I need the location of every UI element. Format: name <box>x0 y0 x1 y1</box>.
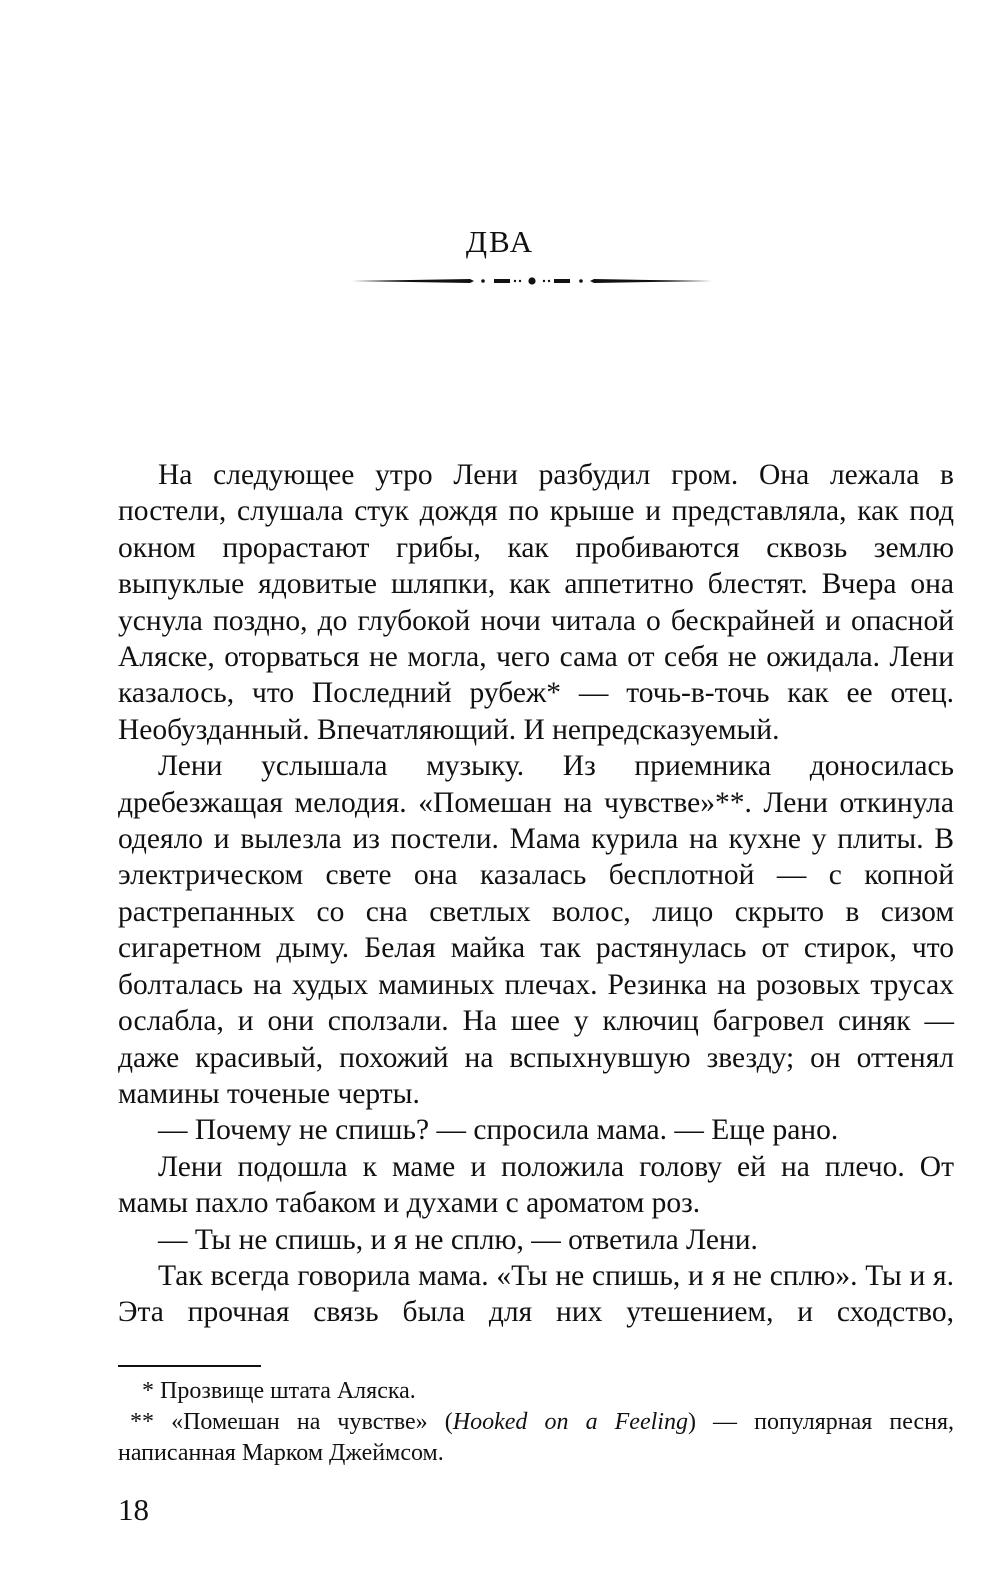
footnote-1: * Прозвище штата Аляска. <box>142 1378 416 1404</box>
page-number: 18 <box>118 1492 149 1527</box>
chapter-ornament <box>350 270 714 292</box>
body-text <box>118 457 954 1331</box>
paragraph: Лени услышала музыку. Из приемника доносилась дребезжащая мелодия. «Помешан на чувстве»**. Лени откинула одеяло и вылезла из постели. Мама курила на кухне у плиты. В электрическом свете она казалась бесплотной — с копной растрепанных со сна светлых волос, лицо скрыто в сизом сигаретном дыму. Белая майка так растянулась от стирок, что болталась на худых маминых плечах. Резинка на розовых трусах ослабла, и они сползали. На шее у ключиц багровел синяк — даже красивый, похожий на вспыхнувшую звезду; он оттенял мамины точеные черты. <box>118 750 954 1110</box>
footnote-2-suffix: ) — популярная песня, написанная Марком Джеймсом. <box>118 1409 955 1466</box>
paragraph: — Почему не спишь? — спросила мама. — Еще рано. <box>158 1114 839 1147</box>
paragraph: На следующее утро Лени разбудил гром. Она лежала в постели, слушала стук дождя по крыше и представляла, как под окном прорастают грибы, как пробиваются сквозь землю выпуклые ядовитые шляпки, как аппетитно блестят. Вчера она уснула поздно, до глубокой ночи читала о бескрайней и опасной Аляске, оторваться не могла, чего сама от себя не ожидала. Лени казалось, что Последний рубеж* — точь-в-точь как ее отец. Необузданный. Впечатляющий. И непредсказуемый. <box>118 459 954 746</box>
paragraph: Лени подошла к маме и положила голову ей на плечо. От мамы пахло табаком и духами с ароматом роз. <box>118 1150 954 1220</box>
footnote-2 <box>118 1407 954 1469</box>
footnote-2-prefix: ** «Помешан на чувстве» ( <box>130 1409 453 1435</box>
paragraph: — Ты не спишь, и я не сплю, — ответила Лени. <box>158 1223 758 1256</box>
footnote-2-song-title: Hooked on a Feeling <box>452 1409 688 1435</box>
paragraph: Так всегда говорила мама. «Ты не спишь, и я не сплю». Ты и я. Эта прочная связь была для них утешением, и сходство, <box>118 1259 954 1329</box>
chapter-title: ДВА <box>465 224 535 259</box>
footnote-divider <box>118 1365 261 1367</box>
footnotes <box>118 1376 954 1469</box>
